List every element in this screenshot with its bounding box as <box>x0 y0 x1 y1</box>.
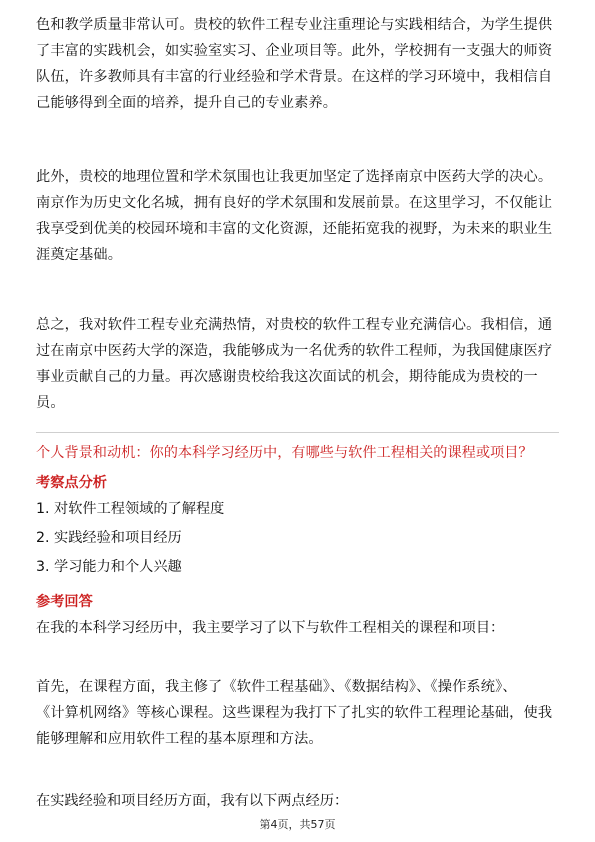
text-line: 己能够得到全面的培养，提升自己的专业素养。 <box>36 95 338 111</box>
paragraph-location <box>36 164 564 268</box>
text-line: 事业贡献自己的力量。再次感谢贵校给我这次面试的机会，期待能成为贵校的一 <box>36 369 538 385</box>
text-line: 色和教学质量非常认可。贵校的软件工程专业注重理论与实践相结合，为学生提供 <box>36 17 553 33</box>
list-item: 1. 对软件工程领域的了解程度 <box>36 501 225 517</box>
text-line: 了丰富的实践机会，如实验室实习、企业项目等。此外，学校拥有一支强大的师资 <box>36 43 553 59</box>
text-line: 员。 <box>36 395 65 411</box>
text-line: 能够理解和应用软件工程的基本原理和方法。 <box>36 731 323 747</box>
paragraph-school-quality <box>36 12 564 116</box>
text-line: 我享受到优美的校园环境和丰富的文化资源，还能拓宽我的视野，为未来的职业生 <box>36 221 553 237</box>
section-divider <box>36 432 559 433</box>
text-line: 首先，在课程方面，我主修了《软件工程基础》、《数据结构》、《操作系统》、 <box>36 679 517 695</box>
text-line: 过在南京中医药大学的深造，我能够成为一名优秀的软件工程师，为我国健康医疗 <box>36 343 553 359</box>
text-line: 总之，我对软件工程专业充满热情，对贵校的软件工程专业充满信心。我相信，通 <box>36 317 553 333</box>
text-line: 南京作为历史文化名城，拥有良好的学术氛围和发展前景。在这里学习，不仅能让 <box>36 195 553 211</box>
analysis-label: 考察点分析 <box>36 475 107 491</box>
text-line: 涯奠定基础。 <box>36 247 123 263</box>
text-line: 《计算机网络》等核心课程。这些课程为我打下了扎实的软件工程理论基础，使我 <box>36 705 553 721</box>
page-number: 第4页，共57页 <box>259 818 336 831</box>
text-line: 队伍，许多教师具有丰富的行业经验和学术背景。在这样的学习环境中，我相信自 <box>36 69 553 85</box>
text-line: 此外，贵校的地理位置和学术氛围也让我更加坚定了选择南京中医药大学的决心。 <box>36 169 553 185</box>
answer-intro: 在我的本科学习经历中，我主要学习了以下与软件工程相关的课程和项目： <box>36 620 505 636</box>
answer-label: 参考回答 <box>36 594 93 610</box>
answer-projects-intro: 在实践经验和项目经历方面，我有以下两点经历： <box>36 793 349 809</box>
paragraph-conclusion <box>36 312 564 416</box>
interview-question: 个人背景和动机：你的本科学习经历中，有哪些与软件工程相关的课程或项目？ <box>36 445 533 461</box>
list-item: 3. 学习能力和个人兴趣 <box>36 559 182 575</box>
paragraph-courses <box>36 674 564 752</box>
list-item: 2. 实践经验和项目经历 <box>36 530 182 546</box>
